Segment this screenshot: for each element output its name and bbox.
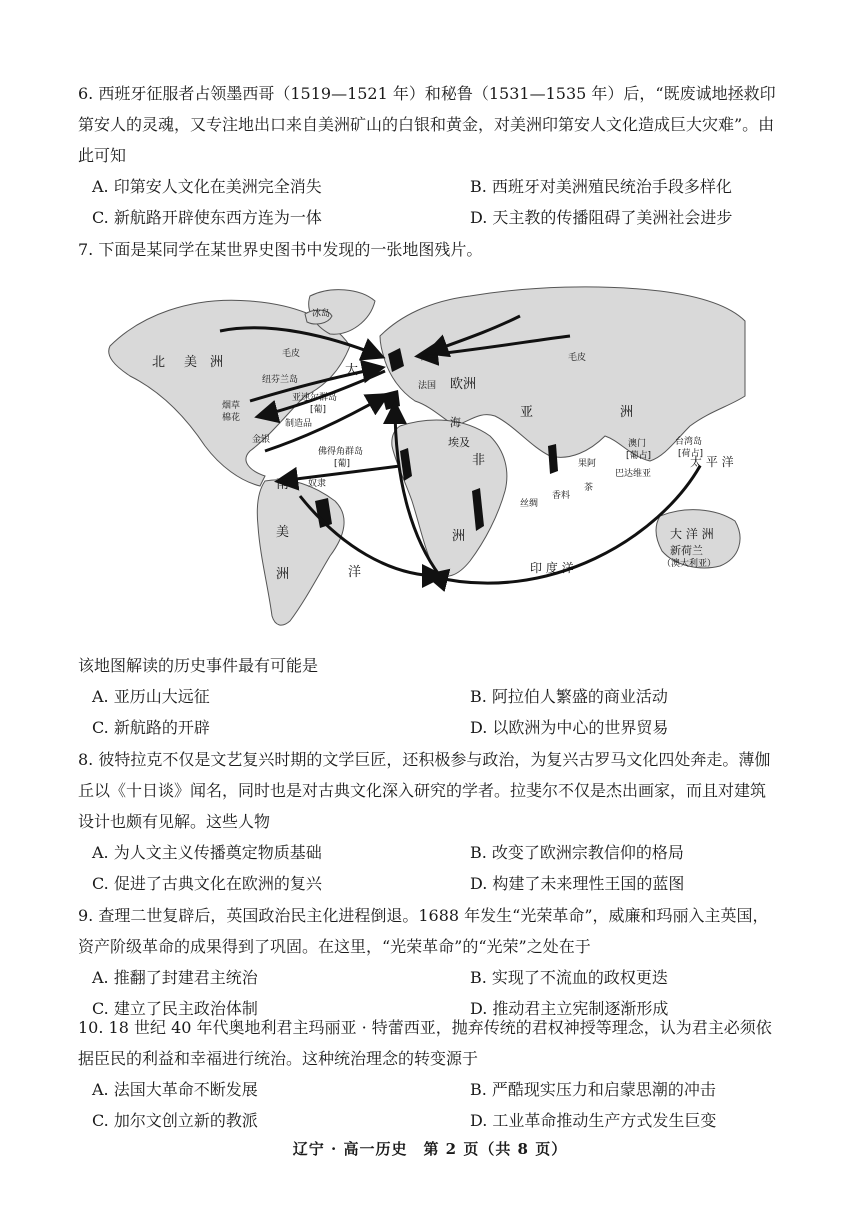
label-dutch-1: [荷占] [678, 449, 704, 459]
label-america-2: 美 [276, 525, 290, 540]
label-goa: 果阿 [578, 459, 597, 469]
option-a[interactable]: A. 法国大革命不断发展 [92, 1080, 258, 1099]
question-6 [78, 78, 778, 233]
question-9 [78, 900, 778, 1024]
option-c[interactable]: C. 加尔文创立新的教派 [92, 1111, 258, 1130]
label-france: 法国 [418, 381, 437, 391]
option-d[interactable]: D. 以欧洲为中心的世界贸易 [470, 718, 669, 737]
label-sea: 海 [450, 416, 461, 429]
label-fur-2: 毛皮 [568, 353, 587, 363]
question-7-options [78, 681, 778, 743]
label-africa-continent: 洲 [452, 529, 466, 544]
option-d[interactable]: D. 天主教的传播阻碍了美洲社会进步 [470, 208, 733, 227]
label-port-2: [葡] [334, 459, 351, 469]
question-9-stem: 9. 查理二世复辟后，英国政治民主化进程倒退。1688 年发生“光荣革命”，威廉和玛丽入主英国，资产阶级革命的成果得到了巩固。在这里，“光荣革命”的“光荣”之处在于 [78, 906, 769, 956]
label-south: 南 [276, 477, 290, 492]
question-10-options [78, 1074, 778, 1136]
label-fur-1: 毛皮 [282, 349, 301, 359]
label-cape-verde: 佛得角群岛 [318, 447, 364, 457]
option-a[interactable]: A. 推翻了封建君主统治 [92, 968, 258, 987]
question-7-prompt: 该地图解读的历史事件最有可能是 [78, 656, 319, 675]
question-6-options [78, 171, 778, 233]
label-taiwan: 台湾岛 [675, 437, 703, 447]
label-indian-ocean: 印 度 洋 [530, 561, 574, 575]
label-netherlands: 荷兰 [420, 353, 439, 363]
label-macau: 澳门 [628, 439, 647, 449]
question-7-stem: 7. 下面是某同学在某世界史图书中发现的一张地图残片。 [78, 240, 483, 259]
label-tobacco: 烟草 [222, 401, 241, 411]
option-b[interactable]: B. 实现了不流血的政权更迭 [470, 968, 668, 987]
label-tea: 茶 [584, 483, 594, 493]
option-d[interactable]: D. 推动君主立宪制逐渐形成 [470, 999, 669, 1018]
option-d[interactable]: D. 构建了未来理性王国的蓝图 [470, 874, 685, 893]
label-australia: （澳大利亚） [662, 559, 717, 569]
question-10 [78, 1012, 778, 1136]
label-newfoundland: 纽芬兰岛 [262, 375, 299, 385]
option-b[interactable]: B. 改变了欧洲宗教信仰的格局 [470, 843, 684, 862]
label-egypt: 埃及 [448, 436, 470, 449]
label-cotton: 棉花 [222, 413, 241, 423]
label-pacific: 太 平 洋 [690, 455, 734, 469]
label-continent-3: 洲 [276, 567, 290, 582]
label-asia: 亚 [520, 405, 534, 420]
option-a[interactable]: A. 亚历山大远征 [92, 687, 210, 706]
label-slaves: 奴隶 [308, 479, 327, 489]
option-d[interactable]: D. 工业革命推动生产方式发生巨变 [470, 1111, 717, 1130]
label-europe: 欧洲 [450, 377, 477, 392]
option-c[interactable]: C. 新航路开辟使东西方连为一体 [92, 208, 322, 227]
option-a[interactable]: A. 印第安人文化在美洲完全消失 [92, 177, 322, 196]
question-7-answer [78, 650, 778, 743]
label-azores: 亚速尔群岛 [292, 393, 338, 403]
map-svg [100, 276, 750, 638]
option-c[interactable]: C. 建立了民主政治体制 [92, 999, 258, 1018]
option-c[interactable]: C. 新航路的开辟 [92, 718, 210, 737]
label-africa: 非 [472, 453, 486, 468]
page-footer: 辽宁 · 高一历史 第 2 页（共 8 页） [292, 1140, 568, 1158]
question-6-stem: 6. 西班牙征服者占领墨西哥（1519—1521 年）和秘鲁（1531—1535 年）后，“既废诚地拯救印第安人的灵魂，又专注地出口来自美洲矿山的白银和黄金，对美洲印第安人文化造成巨大灾难”。由此可知 [78, 84, 776, 165]
label-silk: 丝绸 [520, 499, 539, 509]
label-iceland: 冰岛 [312, 309, 331, 319]
world-trade-map [100, 276, 750, 638]
label-manufactures: 制造品 [285, 419, 313, 429]
label-port-3: [葡占] [626, 451, 652, 461]
label-oceania: 大 洋 洲 [670, 527, 714, 541]
label-new-holland: 新荷兰 [670, 544, 703, 557]
question-10-stem: 10. 18 世纪 40 年代奥地利君主玛丽亚 · 特蕾西亚，抛弃传统的君权神授等理念，认为君主必须依据臣民的利益和幸福进行统治。这种统治理念的转变源于 [78, 1018, 772, 1068]
option-a[interactable]: A. 为人文主义传播奠定物质基础 [92, 843, 322, 862]
label-batavia: 巴达维亚 [615, 469, 652, 479]
option-c[interactable]: C. 促进了古典文化在欧洲的复兴 [92, 874, 322, 893]
label-continent-2: 洲 [620, 405, 634, 420]
label-ocean: 洋 [348, 565, 362, 580]
label-atlantic: 大 [345, 363, 359, 378]
question-8-stem: 8. 彼特拉克不仅是文艺复兴时期的文学巨匠，还积极参与政治，为复兴古罗马文化四处奔走。薄伽丘以《十日谈》闻名，同时也是对古典文化深入研究的学者。拉斐尔不仅是杰出画家，而且对建筑设计也颇有见解。这些人物 [78, 750, 771, 831]
label-spices: 香料 [552, 491, 571, 501]
option-b[interactable]: B. 西班牙对美洲殖民统治手段多样化 [470, 177, 732, 196]
label-continent-1: 洲 [210, 355, 224, 370]
question-8 [78, 744, 778, 899]
label-north: 北 [152, 355, 166, 370]
option-b[interactable]: B. 严酷现实压力和启蒙思潮的冲击 [470, 1080, 716, 1099]
question-8-options [78, 837, 778, 899]
label-gold-silver: 金银 [252, 435, 271, 445]
option-b[interactable]: B. 阿拉伯人繁盛的商业活动 [470, 687, 668, 706]
label-port-1: [葡] [310, 405, 327, 415]
label-america-1: 美 [184, 355, 198, 370]
question-7 [78, 234, 778, 265]
